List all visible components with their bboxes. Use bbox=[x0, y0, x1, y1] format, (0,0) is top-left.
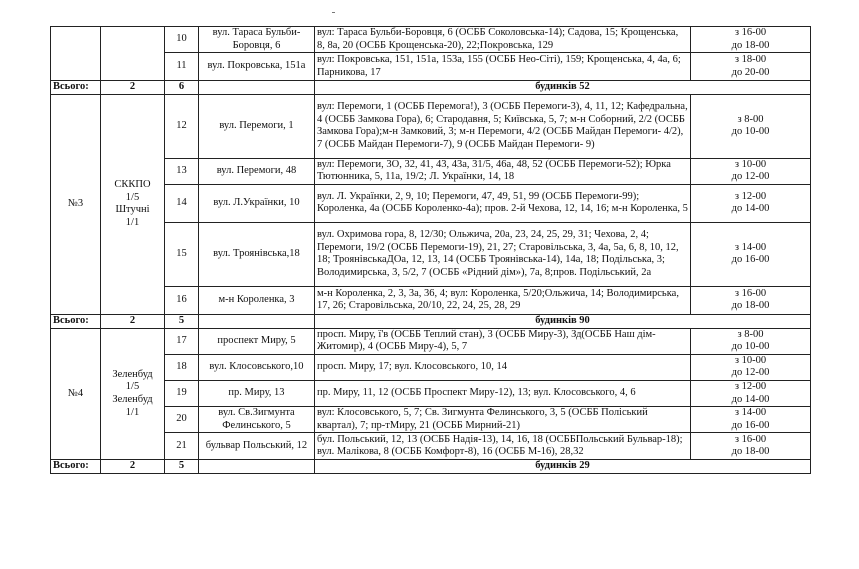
total-a: 2 bbox=[101, 460, 165, 474]
schedule-table bbox=[50, 26, 811, 474]
time-from: з 8-00 bbox=[737, 328, 764, 340]
addresses-cell: бул. Польський, 12, 13 (ОСББ Надія-13), 14, 16, 18 (ОСББПольський Бульвар-18); вул. Малікова, 8 (ОСББ Комфорт-8), 16 (ОСББ М-16), 28,32 bbox=[315, 433, 691, 460]
table-row bbox=[51, 184, 811, 222]
time-from: з 14-00 bbox=[734, 241, 767, 253]
total-label: Всього: bbox=[51, 81, 101, 95]
table-row bbox=[51, 53, 811, 81]
row-number: 12 bbox=[165, 94, 199, 158]
time-from: з 10-00 bbox=[734, 158, 767, 170]
row-number: 18 bbox=[165, 354, 199, 380]
street-cell: пр. Миру, 13 bbox=[199, 380, 315, 406]
addresses-cell: вул: Перемоги, 1 (ОСББ Перемога!), 3 (ОСББ Перемоги-3), 4, 11, 12; Кафедральна, 4 (ОСББ Замкова Гора), 6; Стародавня, 5; Київська, 5, 7; м-н Соборний, 2/2 (ОСББ Замкова Гора);м-н Замковий, 3; м-н Перемоги, 4/2 (ОСББ Майдан Перемоги- 4/2), 7 (ОСББ Майдан Перемоги-7), 9 (ОСББ Майдан Перемоги- 9) bbox=[315, 94, 691, 158]
addresses-cell: вул: Перемоги, 3О, 32, 41, 43, 43а, 31/5, 46а, 48, 52 (ОСББ Перемоги-52); Юрка Тютюнника, 5, 11а, 19/2; Л. Українки, 14, 18 bbox=[315, 158, 691, 184]
time-to: до 10-00 bbox=[731, 341, 770, 353]
time-to: до 16-00 bbox=[731, 419, 770, 431]
addresses-cell: просп. Миру, 17; вул. Клосовського, 10, 14 bbox=[315, 354, 691, 380]
time-cell bbox=[691, 222, 811, 286]
table-row bbox=[51, 328, 811, 354]
total-empty bbox=[199, 460, 315, 474]
street-cell: вул. Тараса Бульби-Боровця, 6 bbox=[199, 27, 315, 53]
street-cell: вул. Перемоги, 1 bbox=[199, 94, 315, 158]
total-buildings: будинків 52 bbox=[315, 81, 811, 95]
street-cell: вул. Л.Українки, 10 bbox=[199, 184, 315, 222]
addresses-cell: вул: Клосовського, 5, 7; Св. Зигмунта Фелинського, 3, 5 (ОСББ Поліський квартал), 7; пр-тМиру, 21 (ОСББ Мирний-21) bbox=[315, 407, 691, 433]
time-to: до 10-00 bbox=[731, 126, 770, 138]
table-row bbox=[51, 407, 811, 433]
time-cell bbox=[691, 27, 811, 53]
time-cell bbox=[691, 184, 811, 222]
addresses-cell: вул. Л. Українки, 2, 9, 10; Перемоги, 47, 49, 51, 99 (ОСББ Перемоги-99); Короленка, 4а (ОСББ Короленко-4а); пров. 2-й Чехова, 12, 14, 16; м-н Короленка, 5 bbox=[315, 184, 691, 222]
schedule-document bbox=[50, 26, 811, 474]
row-number: 10 bbox=[165, 27, 199, 53]
street-cell: вул. Троянівська,18 bbox=[199, 222, 315, 286]
time-from: з 16-00 bbox=[734, 433, 767, 445]
addresses-cell: вул: Тараса Бульби-Боровця, 6 (ОСББ Соколовська-14); Садова, 15; Крощенська, 8, 8а, 20 (ОСББ Крощенська-20), 22;Покровська, 129 bbox=[315, 27, 691, 53]
row-number: 20 bbox=[165, 407, 199, 433]
time-cell bbox=[691, 407, 811, 433]
group-org-cell bbox=[101, 27, 165, 81]
total-empty bbox=[199, 314, 315, 328]
total-row bbox=[51, 81, 811, 95]
time-cell bbox=[691, 433, 811, 460]
addresses-cell: просп. Миру, ї'в (ОСББ Теплий стан), 3 (ОСББ Миру-3), Зд(ОСББ Наш дім-Житомир), 4 (ОСББ Миру-4), 5, 7 bbox=[315, 328, 691, 354]
group-org bbox=[101, 328, 165, 460]
street-cell: м-н Короленка, 3 bbox=[199, 286, 315, 314]
scan-mark bbox=[332, 12, 335, 13]
total-label: Всього: bbox=[51, 460, 101, 474]
time-to: до 12-00 bbox=[731, 171, 770, 183]
time-cell bbox=[691, 53, 811, 81]
time-cell bbox=[691, 380, 811, 406]
time-to: до 18-00 bbox=[731, 39, 770, 51]
time-from: з 16-00 bbox=[734, 287, 767, 299]
group-id: №4 bbox=[51, 328, 101, 460]
group-org bbox=[101, 94, 165, 314]
org-line: Штучні bbox=[115, 204, 150, 216]
time-from: з 16-00 bbox=[734, 27, 767, 38]
addresses-cell: м-н Короленка, 2, 3, 3а, 36, 4; вул: Короленка, 5/20;Ольжича, 14; Володимирська, 17, 26; Старовільська, 20/10, 22, 24, 25, 28, 29 bbox=[315, 286, 691, 314]
group-id-cell bbox=[51, 27, 101, 81]
org-line: 1/5 bbox=[125, 381, 140, 393]
total-a: 2 bbox=[101, 81, 165, 95]
row-number: 15 bbox=[165, 222, 199, 286]
row-number: 21 bbox=[165, 433, 199, 460]
row-number: 17 bbox=[165, 328, 199, 354]
street-cell: вул. Перемоги, 48 bbox=[199, 158, 315, 184]
table-row bbox=[51, 94, 811, 158]
time-from: з 12-00 bbox=[734, 190, 767, 202]
time-cell bbox=[691, 158, 811, 184]
row-number: 11 bbox=[165, 53, 199, 81]
row-number: 13 bbox=[165, 158, 199, 184]
time-from: з 10-00 bbox=[734, 354, 767, 366]
time-cell bbox=[691, 286, 811, 314]
total-row bbox=[51, 460, 811, 474]
table-row bbox=[51, 433, 811, 460]
total-buildings: будинків 90 bbox=[315, 314, 811, 328]
table-row bbox=[51, 222, 811, 286]
addresses-cell: вул: Покровська, 151, 151а, 153а, 155 (ОСББ Нео-Сіті), 159; Крощенська, 4, 4а, 6; Парникова, 17 bbox=[315, 53, 691, 81]
total-label: Всього: bbox=[51, 314, 101, 328]
addresses-cell: вул. Охримова гора, 8, 12/30; Ольжича, 20а, 23, 24, 25, 29, 31; Чехова, 2, 4; Перемоги, 19/2 (ОСББ Перемоги-19), 21, 27; Старовільська, 3, 4а, 5а, 6, 8, 10, 12, 18; ТроянівськаДОа, 12, 13, 14 (ОСББ Троянівська-14), 14а, 18; Подільська, 3; Володимирська, 3, 5/2, 7 (ОСББ «Рідний дім»), 7а, 8;пров. Подільський, 2а bbox=[315, 222, 691, 286]
total-b: 6 bbox=[165, 81, 199, 95]
row-number: 14 bbox=[165, 184, 199, 222]
row-number: 16 bbox=[165, 286, 199, 314]
time-to: до 14-00 bbox=[731, 393, 770, 405]
time-to: до 20-00 bbox=[731, 66, 770, 78]
time-from: з 8-00 bbox=[737, 113, 764, 125]
total-b: 5 bbox=[165, 314, 199, 328]
table-row bbox=[51, 354, 811, 380]
street-cell: вул. Покровська, 151а bbox=[199, 53, 315, 81]
org-line: 1/5 bbox=[125, 191, 140, 203]
table-row bbox=[51, 27, 811, 53]
time-to: до 12-00 bbox=[731, 367, 770, 379]
time-from: з 12-00 bbox=[734, 380, 767, 392]
time-cell bbox=[691, 94, 811, 158]
total-row bbox=[51, 314, 811, 328]
time-to: до 16-00 bbox=[731, 254, 770, 266]
time-to: до 18-00 bbox=[731, 300, 770, 312]
time-cell bbox=[691, 354, 811, 380]
org-line: СККПО bbox=[114, 179, 151, 191]
table-row bbox=[51, 380, 811, 406]
org-line: 1/1 bbox=[125, 406, 140, 418]
street-cell: вул. Св.Зигмунта Фелинського, 5 bbox=[199, 407, 315, 433]
total-empty bbox=[199, 81, 315, 95]
time-to: до 14-00 bbox=[731, 203, 770, 215]
total-buildings: будинків 29 bbox=[315, 460, 811, 474]
table-row bbox=[51, 286, 811, 314]
org-line: Зеленбуд bbox=[112, 368, 153, 380]
org-line: Зеленбуд bbox=[112, 393, 153, 405]
time-from: з 18-00 bbox=[734, 54, 767, 66]
street-cell: проспект Миру, 5 bbox=[199, 328, 315, 354]
time-to: до 18-00 bbox=[731, 446, 770, 458]
group-id: №3 bbox=[51, 94, 101, 314]
street-cell: вул. Клосовського,10 bbox=[199, 354, 315, 380]
org-line: 1/1 bbox=[125, 216, 140, 228]
time-from: з 14-00 bbox=[734, 407, 767, 419]
table-row bbox=[51, 158, 811, 184]
addresses-cell: пр. Миру, 11, 12 (ОСББ Проспект Миру-12), 13; вул. Клосовського, 4, 6 bbox=[315, 380, 691, 406]
time-cell bbox=[691, 328, 811, 354]
total-b: 5 bbox=[165, 460, 199, 474]
street-cell: бульвар Польський, 12 bbox=[199, 433, 315, 460]
row-number: 19 bbox=[165, 380, 199, 406]
total-a: 2 bbox=[101, 314, 165, 328]
